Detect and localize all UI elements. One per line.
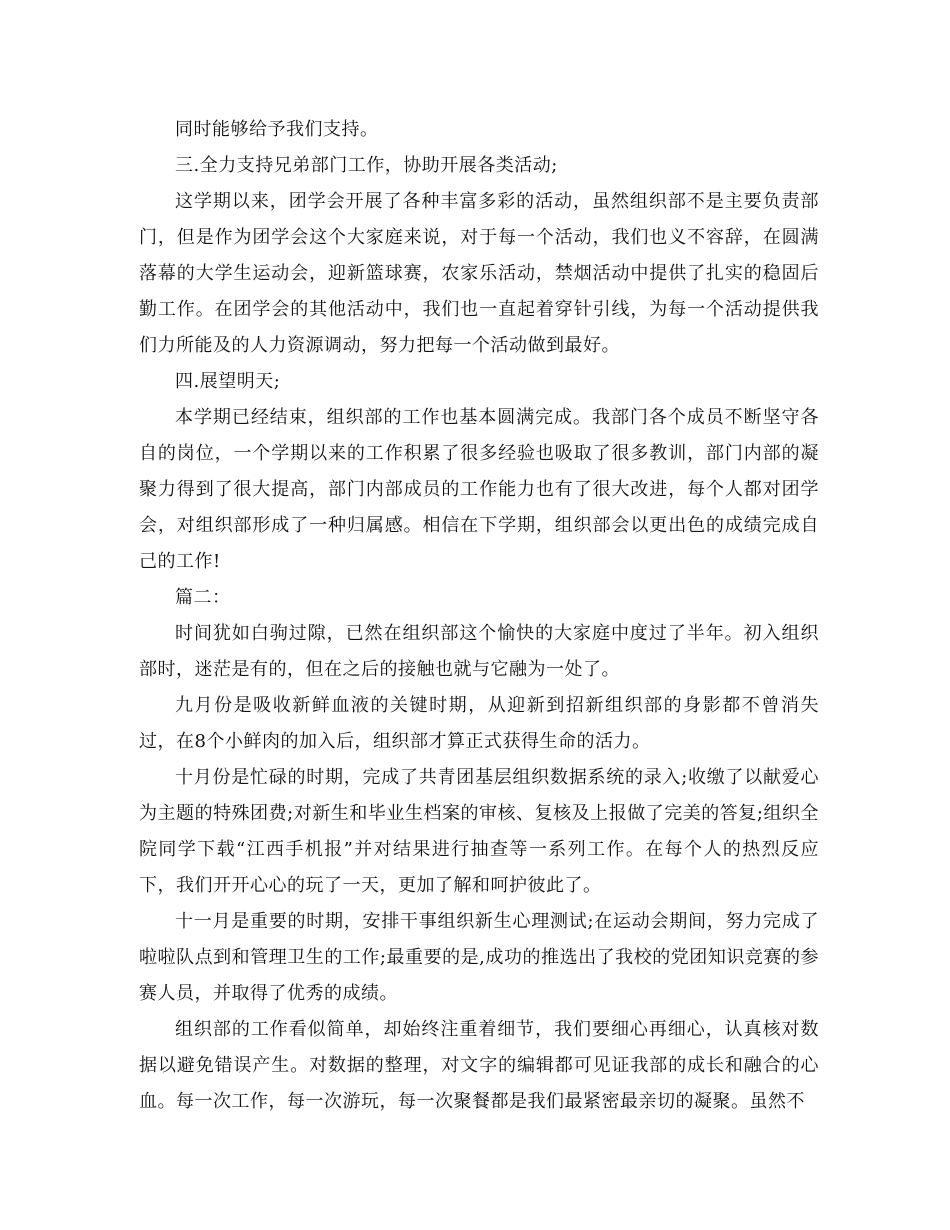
paragraph-time-flies: 时间犹如白驹过隙，已然在组织部这个愉快的大家庭中度过了半年。初入组织部时，迷茫是有的，但在之后的接触也就与它融为一处了。 <box>139 623 819 680</box>
section-heading-three: 三.全力支持兄弟部门工作，协助开展各类活动; <box>175 155 558 176</box>
section-heading-four: 四.展望明天; <box>175 371 281 392</box>
part-two-heading: 篇二： <box>175 587 231 608</box>
paragraph-outlook: 本学期已经结束，组织部的工作也基本圆满完成。我部门各个成员不断坚守各自的岗位，一个学期以来的工作积累了很多经验也吸取了很多教训，部门内部的凝聚力得到了很大提高，部门内部成员的工作能力也有了很大改进，每个人都对团学会，对组织部形成了一种归属感。相信在下学期，组织部会以更出色的成绩完成自己的工作! <box>139 407 819 572</box>
paragraph-october: 十月份是忙碌的时期，完成了共青团基层组织数据系统的录入;收缴了以献爱心为主题的特殊团费;对新生和毕业生档案的审核、复核及上报做了完美的答复;组织全院同学下载“江西手机报”并对结果进行抽查等一系列工作。在每个人的热烈反应下，我们开开心心的玩了一天，更加了解和呵护彼此了。 <box>139 767 819 896</box>
paragraph-support-continued: 同时能够给予我们支持。 <box>175 119 379 140</box>
paragraph-september: 九月份是吸收新鲜血液的关键时期，从迎新到招新组织部的身影都不曾消失过，在8个小鲜肉的加入后，组织部才算正式获得生命的活力。 <box>139 695 819 752</box>
paragraph-activities: 这学期以来，团学会开展了各种丰富多彩的活动，虽然组织部不是主要负责部门，但是作为团学会这个大家庭来说，对于每一个活动，我们也义不容辞，在圆满落幕的大学生运动会，迎新篮球赛，农家乐活动，禁烟活动中提供了扎实的稳固后勤工作。在团学会的其他活动中，我们也一直起着穿针引线，为每一个活动提供我们力所能及的人力资源调动，努力把每一个活动做到最好。 <box>139 191 819 356</box>
paragraph-november: 十一月是重要的时期，安排干事组织新生心理测试;在运动会期间，努力完成了啦啦队点到和管理卫生的工作;最重要的是,成功的推选出了我校的党团知识竞赛的参赛人员，并取得了优秀的成绩。 <box>139 911 819 1004</box>
document-body <box>139 112 819 1120</box>
paragraph-details: 组织部的工作看似简单，却始终注重着细节，我们要细心再细心，认真核对数据以避免错误产生。对数据的整理，对文字的编辑都可见证我部的成长和融合的心血。每一次工作，每一次游玩，每一次聚餐都是我们最紧密最亲切的凝聚。虽然不 <box>139 1019 819 1112</box>
